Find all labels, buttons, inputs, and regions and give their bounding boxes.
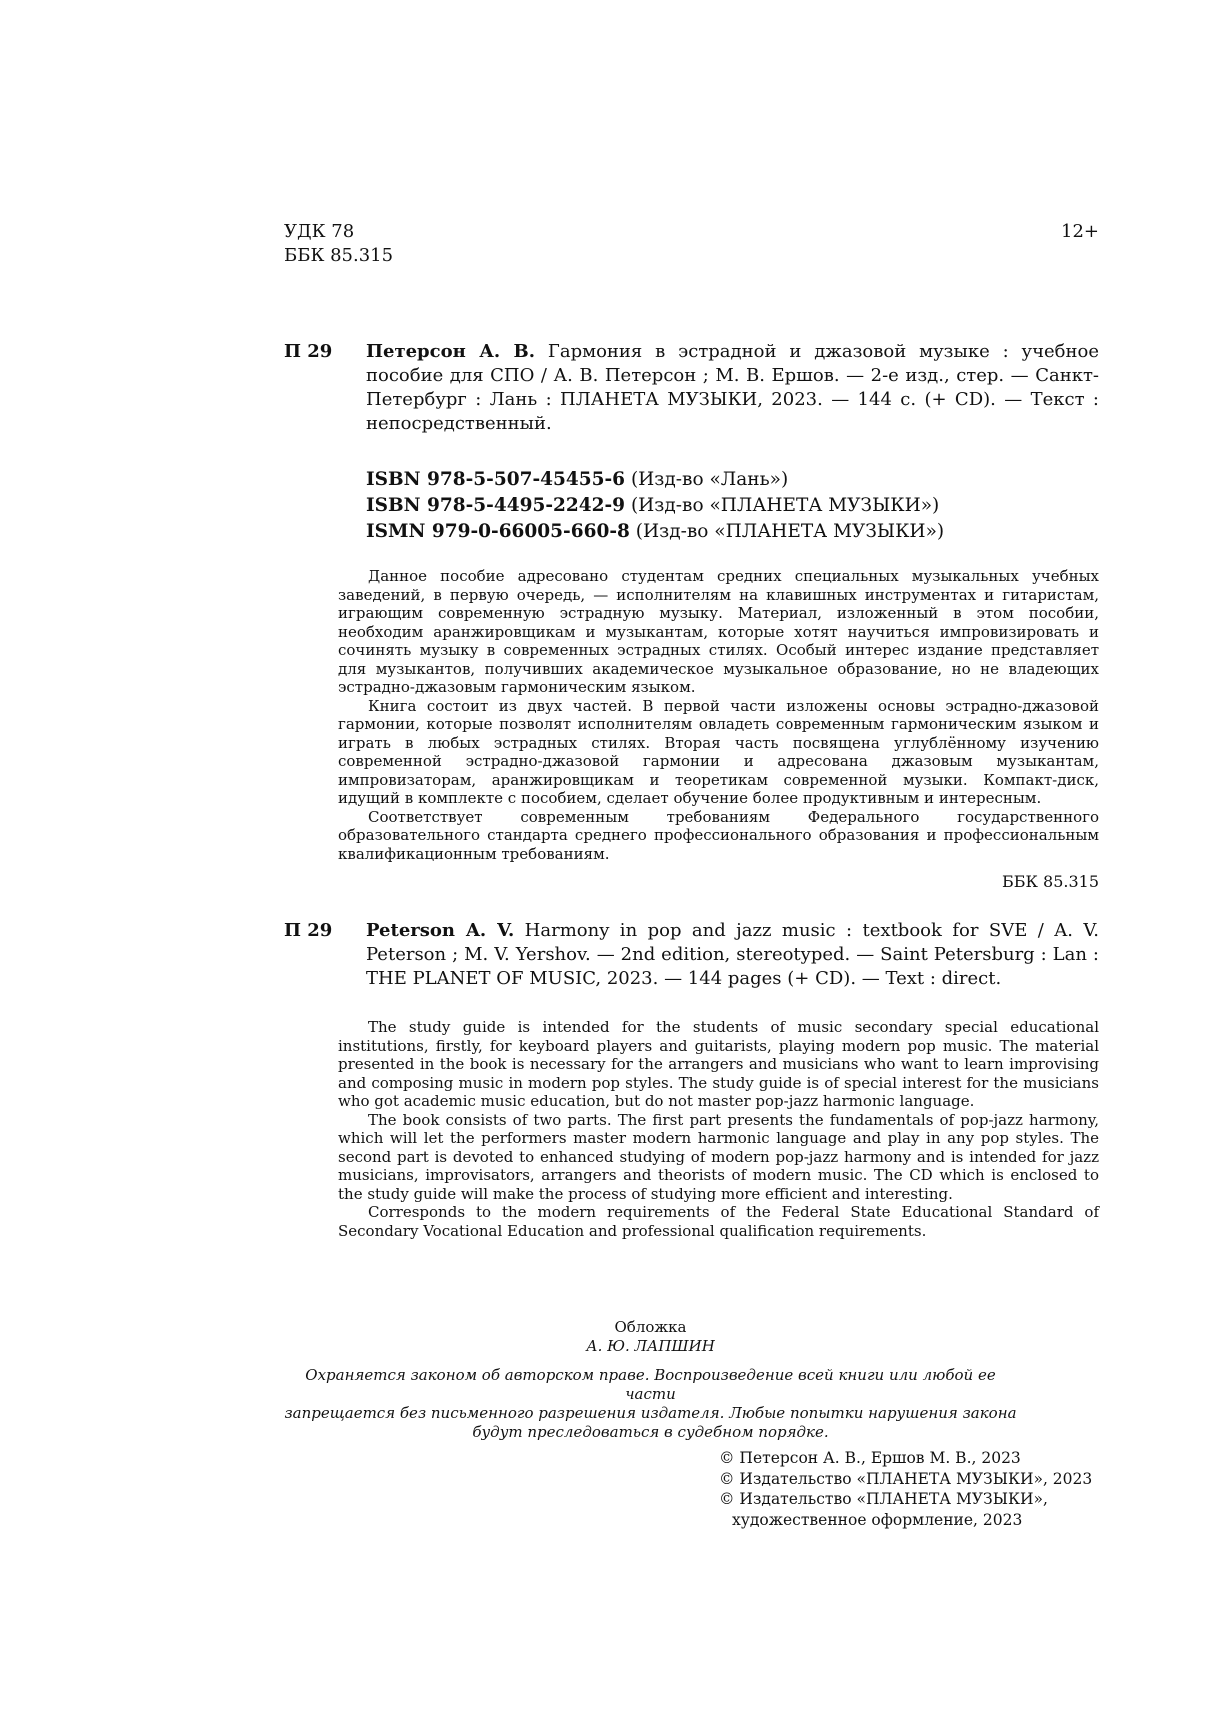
author-mark-en: П 29 (284, 920, 333, 941)
ismn-line (366, 519, 944, 545)
cover-artist: А. Ю. ЛАПШИН (586, 1337, 715, 1355)
bbk-code: ББК 85.315 (284, 245, 394, 266)
bibliographic-entry-en (366, 919, 1099, 991)
copyright-line: © Издательство «ПЛАНЕТА МУЗЫКИ», 2023 (719, 1469, 1093, 1488)
abstract-paragraph: Книга состоит из двух частей. В первой части изложены основы эстрадно-джазовой гармонии, которые позволят исполнителям овладеть современным гармоническим языком и играть в любых эстрадных стилях. Вторая часть посвящена углублённому изучению современной эстрадно-джазовой гармонии и адресована джазовым музыкантам, импровизаторам, аранжировщикам и теоретикам современной музыки. Компакт-диск, идущий в комплекте с пособием, сделает обучение более продуктивным и интересным. (338, 696, 1099, 807)
ismn-number: ISMN 979-0-66005-660-8 (366, 521, 630, 542)
abstract-en (338, 1018, 1099, 1240)
notice-line: будут преследоваться в судебном порядке. (472, 1423, 829, 1441)
ismn-publisher: (Изд-во «ПЛАНЕТА МУЗЫКИ») (629, 521, 945, 542)
classification-codes (284, 220, 393, 268)
entry-text-ru: Гармония в эстрадной и джазовой музыке : учебное пособие для СПО / А. В. Петерсон ; М. В. Ершов. — 2-е изд., стер. — Санкт-Петербург : Лань : ПЛАНЕТА МУЗЫКИ, 2023. — 144 с. (+ CD). — Текст : непосредственный. (366, 341, 1100, 434)
age-rating: 12+ (1061, 221, 1099, 242)
udk-code: УДК 78 (284, 221, 355, 242)
copyright-line: © Издательство «ПЛАНЕТА МУЗЫКИ», (719, 1490, 1048, 1508)
isbn-line (366, 467, 944, 493)
entry-text-en: Harmony in pop and jazz music : textbook for SVE / A. V. Peterson ; M. V. Yershov. — 2nd edition, stereotyped. — Saint Petersburg : Lan : THE PLANET OF MUSIC, 2023. — 144 pages (+ CD). — Text : direct. (366, 920, 1099, 989)
isbn-publisher: (Изд-во «Лань») (625, 469, 789, 490)
copyright-block (719, 1448, 1092, 1530)
copyright-notice (284, 1366, 1017, 1442)
copyright-line: художественное оформление, 2023 (732, 1510, 1023, 1529)
abstract-paragraph: The study guide is intended for the students of music secondary special educational institutions, firstly, for keyboard players and guitarists, playing modern pop music. The material presented in the book is necessary for the arrangers and musicians who want to learn improvising and composing music in modern pop styles. The study guide is of special interest for the musicians who got academic music education, but do not master pop-jazz harmonic language. (338, 1018, 1099, 1110)
cover-credit (284, 1318, 1017, 1356)
bbk-code-right: ББК 85.315 (1002, 872, 1099, 891)
isbn-list (366, 467, 944, 545)
notice-line: запрещается без письменного разрешения издателя. Любые попытки нарушения закона (284, 1404, 1017, 1422)
abstract-paragraph: Corresponds to the modern requirements of the Federal State Educational Standard of Secondary Vocational Education and professional qualification requirements. (338, 1203, 1099, 1240)
abstract-ru (338, 567, 1099, 863)
isbn-line (366, 493, 944, 519)
author-ru: Петерсон А. В. (366, 341, 536, 362)
notice-line: Охраняется законом об авторском праве. Воспроизведение всей книги или любой ее части (305, 1366, 996, 1403)
copyright-line: © Петерсон А. В., Ершов М. В., 2023 (719, 1449, 1021, 1467)
abstract-paragraph: The book consists of two parts. The first part presents the fundamentals of pop-jazz harmony, which will let the performers master modern harmonic language and play in any pop styles. The second part is devoted to enhanced studying of modern pop-jazz harmony and is intended for jazz musicians, improvisators, arrangers and theorists of modern music. The CD which is enclosed to the study guide will make the process of studying more efficient and interesting. (338, 1110, 1099, 1203)
isbn-publisher: (Изд-во «ПЛАНЕТА МУЗЫКИ») (625, 495, 940, 516)
author-mark-ru: П 29 (284, 341, 333, 362)
isbn-number: ISBN 978-5-4495-2242-9 (366, 495, 626, 516)
bibliographic-entry-ru (366, 340, 1099, 436)
abstract-paragraph: Соответствует современным требованиям Федерального государственного образовательного стандарта среднего профессионального образования и профессиональным квалификационным требованиям. (338, 807, 1099, 863)
author-en: Peterson A. V. (366, 920, 515, 941)
isbn-number: ISBN 978-5-507-45455-6 (366, 469, 626, 490)
cover-label: Обложка (614, 1318, 687, 1336)
abstract-paragraph: Данное пособие адресовано студентам средних специальных музыкальных учебных заведений, в первую очередь, — исполнителям на клавишных инструментах и гитаристам, играющим современную эстрадную музыку. Материал, изложенный в этом пособии, необходим аранжировщикам и музыкантам, которые хотят научиться импровизировать и сочинять музыку в современных эстрадных стилях. Особый интерес издание представляет для музыкантов, получивших академическое музыкальное образование, но не владеющих эстрадно-джазовым гармоническим языком. (338, 567, 1099, 696)
